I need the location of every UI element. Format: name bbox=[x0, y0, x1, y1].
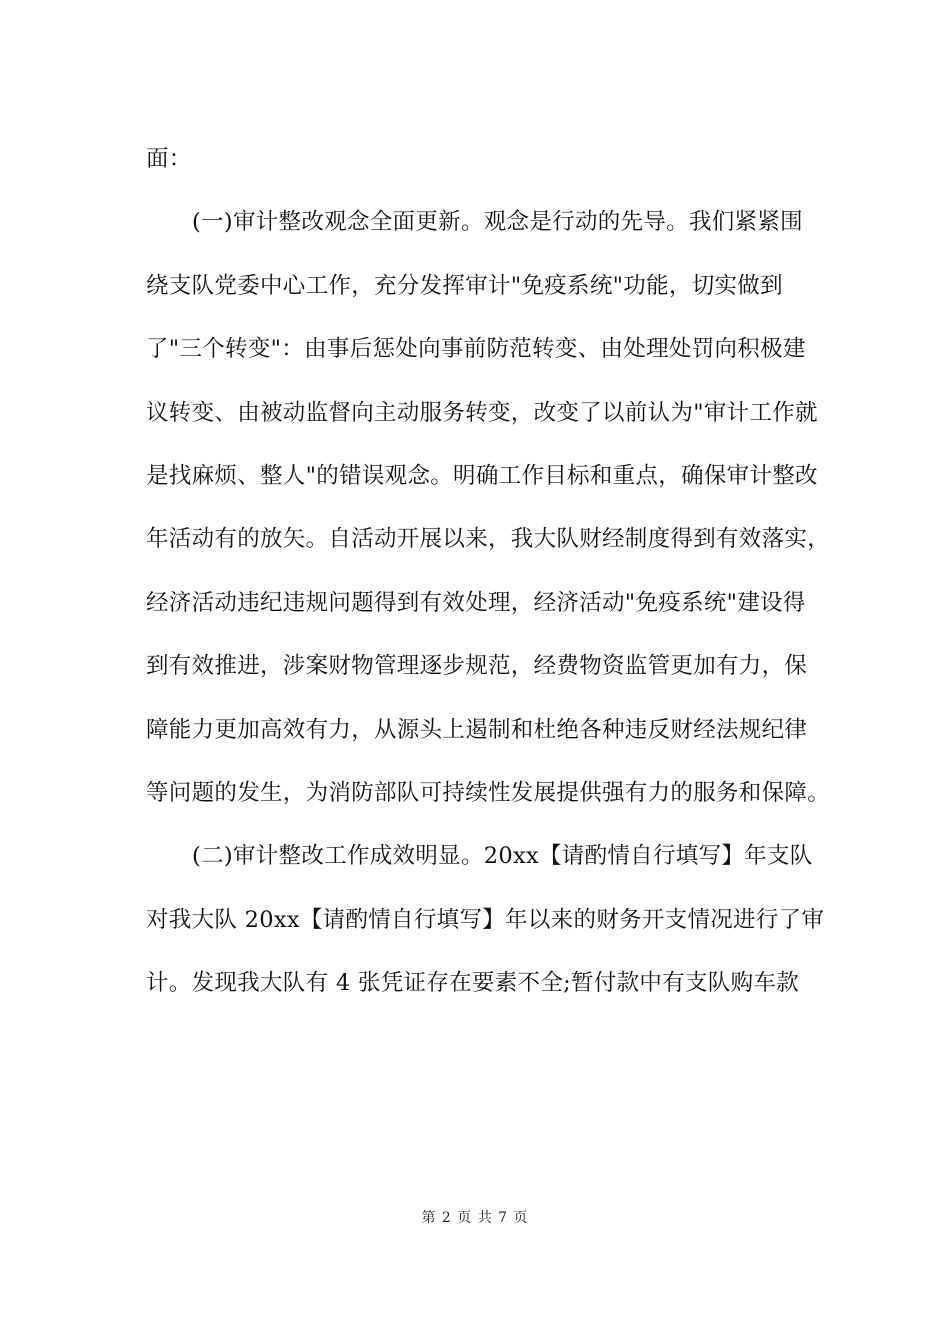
page-number-footer: 第 2 页 共 7 页 bbox=[421, 1210, 529, 1226]
text-line: 到有效推进，涉案财物管理逐步规范，经费物资监管更加有力，保 bbox=[146, 653, 808, 680]
text-line: 障能力更加高效有力，从源头上遏制和杜绝各种违反财经法规纪律 bbox=[146, 716, 808, 743]
text-line: 经济活动违纪违规问题得到有效处理，经济活动"免疫系统"建设得 bbox=[146, 589, 806, 616]
text-line: 是找麻烦、整人"的错误观念。明确工作目标和重点，确保审计整改 bbox=[146, 462, 818, 489]
text-line: 面： bbox=[146, 146, 192, 172]
text-line: 对我大队 20xx【请酌情自行填写】年以来的财务开支情况进行了审 bbox=[146, 906, 825, 933]
paragraph-start-line: (二)审计整改工作成效明显。20xx【请酌情自行填写】年支队 bbox=[192, 843, 813, 870]
document-body bbox=[146, 132, 831, 1019]
text-line: 绕支队党委中心工作，充分发挥审计"免疫系统"功能，切实做到 bbox=[146, 272, 783, 299]
text-line: 议转变、由被动监督向主动服务转变，改变了以前认为"审计工作就 bbox=[146, 399, 818, 426]
text-line: 年活动有的放矢。自活动开展以来，我大队财经制度得到有效落实， bbox=[146, 526, 831, 553]
text-line: 了"三个转变"：由事后惩处向事前防范转变、由处理处罚向积极建 bbox=[146, 336, 806, 363]
paragraph-start-line: (一)审计整改观念全面更新。观念是行动的先导。我们紧紧围 bbox=[192, 209, 803, 236]
text-line: 等问题的发生，为消防部队可持续性发展提供强有力的服务和保障。 bbox=[146, 779, 831, 806]
text-line: 计。发现我大队有 4 张凭证存在要素不全;暂付款中有支队购车款 bbox=[146, 970, 800, 997]
